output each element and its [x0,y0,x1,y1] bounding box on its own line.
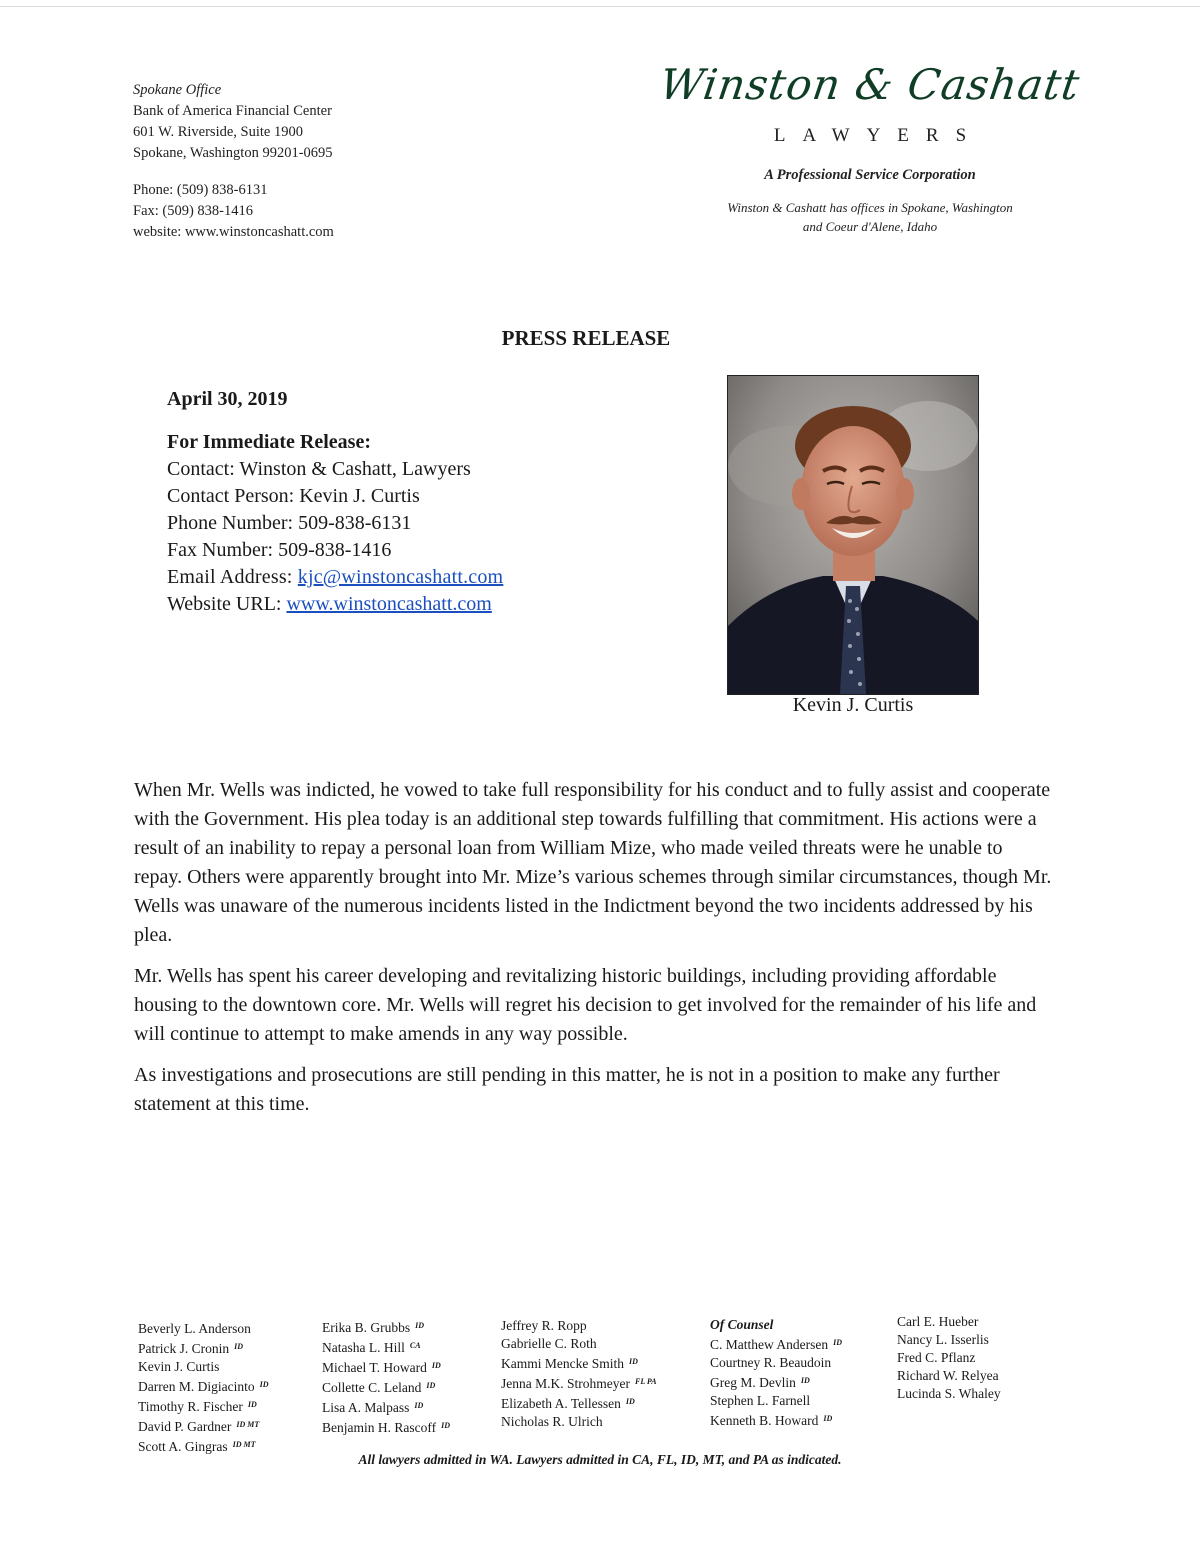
roster-name: Erika B. Grubbs $^{ID}$ [322,1320,425,1335]
roster-column-1 [138,1320,268,1456]
email-link[interactable]: kjc@winstoncashatt.com [297,566,504,588]
release-contact-block [167,386,503,618]
firm-offices-line: Winston & Cashatt has offices in Spokane, Washington [727,200,1013,215]
counsel-list [710,1334,842,1430]
roster-name: David P. Gardner $^{ID MT}$ [138,1419,260,1434]
portrait-photo [727,375,979,695]
office-website: website: www.winstoncashatt.com [133,224,334,240]
body-paragraph: As investigations and prosecutions are still pending in this matter, he is not in a position to make any further statement at this time. [134,1064,1000,1115]
admission-tag: ID [259,1380,269,1389]
page-title: PRESS RELEASE [501,326,671,350]
roster-name: Kevin J. Curtis [138,1359,220,1374]
scan-edge-line [0,6,1200,7]
roster-name: Scott A. Gingras $^{ID MT}$ [138,1439,256,1454]
roster-column-2 [322,1317,450,1437]
office-fax: Fax: (509) 838-1416 [133,203,254,219]
photo-caption: Kevin J. Curtis [792,694,914,716]
office-address-line: Bank of America Financial Center [133,103,332,119]
roster-name: Carl E. Hueber [897,1314,979,1329]
roster-column-counsel [710,1316,842,1430]
admission-tag: ID [625,1397,635,1406]
admission-tag: ID [431,1361,441,1370]
email-line [167,564,503,591]
website-label: Website URL: [167,593,287,615]
admission-tag: ID [415,1321,425,1330]
firm-offices-note [660,198,1080,236]
roster-name: Courtney R. Beaudoin [710,1355,832,1370]
roster-name: Timothy R. Fischer $^{ID}$ [138,1399,257,1414]
admission-tag: FL PA [634,1377,657,1386]
office-address-block [133,80,334,243]
admission-footnote: All lawyers admitted in WA. Lawyers admitted in CA, FL, ID, MT, and PA as indicated. [358,1452,842,1467]
website-line [167,591,503,618]
roster-name: Benjamin H. Rascoff $^{ID}$ [322,1420,450,1435]
admission-tag: ID [234,1342,244,1351]
roster-name: Collette C. Leland $^{ID}$ [322,1380,436,1395]
admission-tag: ID [414,1401,424,1410]
office-title: Spokane Office [133,82,222,98]
body-paragraph: Mr. Wells has spent his career developing and revitalizing historic buildings, including providing affordable housing to the downtown core. Mr. Wells will regret his decision to get involved for the remainder of his life and will continue to attempt to make amends in any way possible. [134,965,1037,1045]
admission-tag: ID [426,1381,436,1390]
firm-offices-line: and Coeur d'Alene, Idaho [802,219,938,234]
contact-person-line: Contact Person: Kevin J. Curtis [167,485,420,507]
body-paragraph: When Mr. Wells was indicted, he vowed to take full responsibility for his conduct and to fully assist and cooperate with the Government. His plea today is an additional step towards fulfilling that commitment. His actions were a result of an inability to repay a personal loan from William Mize, who made veiled threats were he unable to repay. Others were apparently brought into Mr. Mize’s various schemes through similar circumstances, though Mr. Wells was unaware of the numerous incidents listed in the Indictment beyond the two incidents addressed by his plea. [134,779,1052,946]
roster-column-3 [501,1317,657,1431]
admission-tag: ID [800,1376,810,1385]
phone-line: Phone Number: 509-838-6131 [167,512,412,534]
firm-lawyers-label: LAWYERS [773,125,984,146]
roster-name: Michael T. Howard $^{ID}$ [322,1360,441,1375]
firm-logo: Winston & Cashatt [656,60,1084,109]
roster-name: Elizabeth A. Tellessen $^{ID}$ [501,1396,635,1411]
roster-name: C. Matthew Andersen $^{ID}$ [710,1337,842,1352]
roster-name: Lisa A. Malpass $^{ID}$ [322,1400,424,1415]
roster-name: Patrick J. Cronin $^{ID}$ [138,1341,244,1356]
fax-line: Fax Number: 509-838-1416 [167,539,392,561]
roster-column-5 [897,1313,1001,1403]
roster-name: Nancy L. Isserlis [897,1332,989,1347]
admission-tag: CA [409,1341,421,1350]
firm-corporation-label: A Professional Service Corporation [764,167,976,183]
roster-name: Lucinda S. Whaley [897,1386,1001,1401]
roster-name: Beverly L. Anderson [138,1321,251,1336]
admission-tag: ID [247,1400,257,1409]
roster-name: Kenneth B. Howard $^{ID}$ [710,1413,833,1428]
roster-name: Gabrielle C. Roth [501,1336,597,1351]
admission-tag: ID [628,1357,638,1366]
office-address-line: Spokane, Washington 99201-0695 [133,145,333,161]
admission-tag: ID MT [236,1420,260,1429]
roster-name: Nicholas R. Ulrich [501,1414,603,1429]
of-counsel-heading: Of Counsel [710,1317,774,1332]
admission-tag: ID MT [232,1440,256,1449]
roster-name: Jeffrey R. Ropp [501,1318,587,1333]
roster-name: Kammi Mencke Smith $^{ID}$ [501,1356,638,1371]
contact-line: Contact: Winston & Cashatt, Lawyers [167,458,471,480]
portrait-illustration [728,376,978,694]
website-link[interactable]: www.winstoncashatt.com [286,593,492,615]
roster-name: Fred C. Pflanz [897,1350,976,1365]
roster-name: Jenna M.K. Strohmeyer $^{FL PA}$ [501,1376,657,1391]
office-address-line: 601 W. Riverside, Suite 1900 [133,124,303,140]
release-body [134,776,1054,1131]
office-phone: Phone: (509) 838-6131 [133,182,268,198]
roster-name: Greg M. Devlin $^{ID}$ [710,1375,810,1390]
firm-header [656,60,1084,236]
admission-tag: ID [441,1421,450,1430]
immediate-release-label: For Immediate Release: [167,431,372,453]
roster-name: Stephen L. Farnell [710,1393,811,1408]
admission-tag: ID [833,1338,842,1347]
roster-name: Richard W. Relyea [897,1368,999,1383]
release-date: April 30, 2019 [167,388,288,410]
roster-name: Darren M. Digiacinto $^{ID}$ [138,1379,269,1394]
admission-tag: ID [823,1414,833,1423]
roster-name: Natasha L. Hill $^{CA}$ [322,1340,421,1355]
email-label: Email Address: [167,566,298,588]
